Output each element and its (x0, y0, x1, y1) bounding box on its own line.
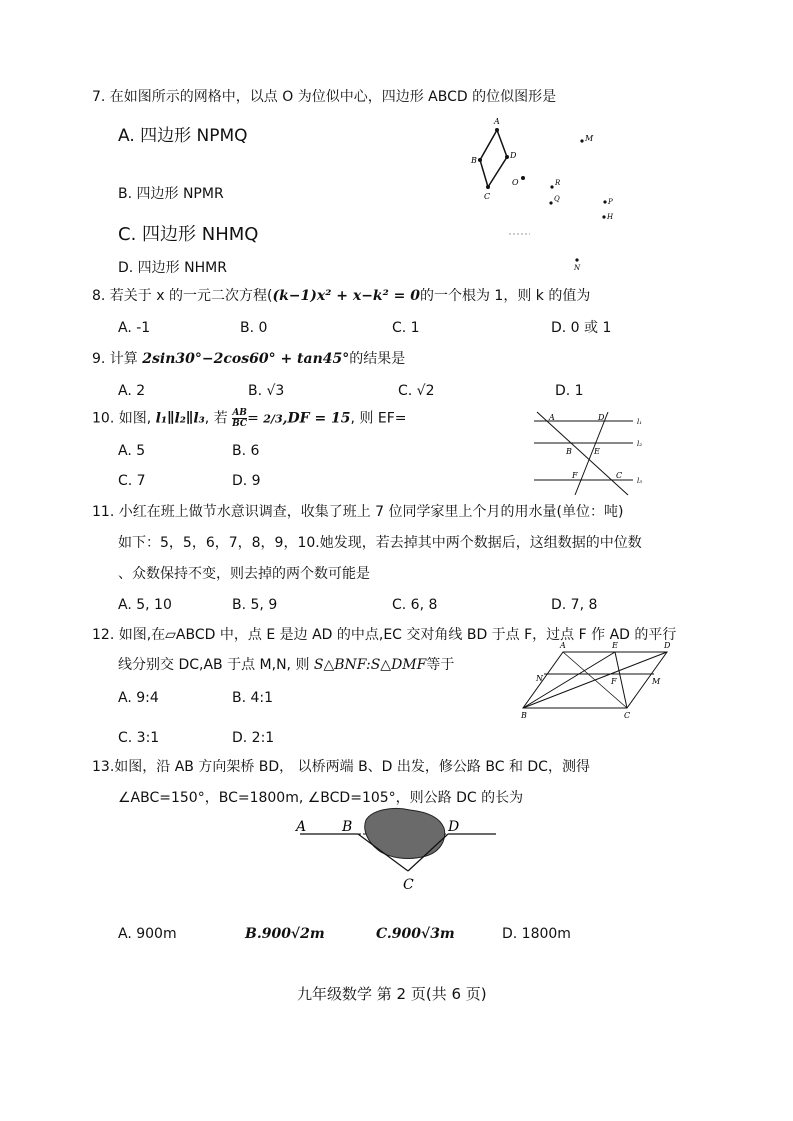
q9-option-b: B. √3 (248, 383, 285, 399)
q13-label-c: C (403, 877, 414, 893)
q10-frac-num: AB (232, 408, 247, 418)
q10-option-c: C. 7 (118, 473, 146, 489)
q10-df: ,DF = 15 (282, 410, 351, 427)
q10-option-a: A. 5 (118, 443, 146, 459)
q12-line2-b: 等于 (426, 657, 455, 673)
q8-option-b: B. 0 (240, 320, 268, 336)
q10-lines: l₁∥l₂∥l₃ (155, 410, 205, 427)
q9-expression: 2sin30°−2cos60° + tan45° (142, 351, 350, 367)
q10-stem-a: 10. 如图, (92, 410, 156, 427)
q7-label-n: N (574, 264, 581, 272)
q10-option-b: B. 6 (232, 443, 260, 459)
q8-option-a: A. -1 (118, 320, 151, 336)
q10-label-a: A (549, 413, 555, 422)
q10-label-d: D (598, 413, 605, 422)
q7-label-p: P (608, 198, 613, 206)
q12-option-a: A. 9:4 (118, 690, 159, 706)
q12-line1: 12. 如图,在▱ABCD 中，点 E 是边 AD 的中点,EC 交对角线 BD 于点 F，过点 F 作 AD 的平行 (92, 627, 677, 643)
q8-option-c: C. 1 (392, 320, 420, 336)
q7-label-d: D (510, 151, 517, 160)
q12-label-f: F (611, 677, 617, 686)
q7-label-c: C (484, 192, 491, 201)
q12-label-n: N (536, 674, 543, 683)
q11-line3: 、众数保持不变，则去掉的两个数可能是 (118, 566, 370, 582)
q10-option-d: D. 9 (232, 473, 261, 489)
q8-option-d: D. 0 或 1 (551, 320, 612, 336)
q10-label-l2: l₂ (637, 440, 643, 448)
q11-line2: 如下：5，5，6，7，8，9，10.她发现，若去掉其中两个数据后，这组数据的中位数 (118, 535, 642, 551)
page-footer: 九年级数学 第 2 页(共 6 页) (297, 985, 487, 1003)
q10-stem-b: , 若 (204, 410, 233, 427)
q13-option-c: C.900√3m (376, 926, 455, 942)
q13-line1: 13.如图，沿 AB 方向架桥 BD， 以桥两端 B、D 出发，修公路 BC 和 DC，测得 (92, 759, 590, 775)
q13-option-d: D. 1800m (502, 926, 571, 942)
q10-stem-f: , 则 EF= (350, 410, 407, 427)
q8-stem-b: 的一个根为 1，则 k 的值为 (419, 288, 591, 304)
q7-label-a: A (494, 117, 500, 126)
q12-option-b: B. 4:1 (232, 690, 274, 706)
q12-option-c: C. 3:1 (118, 730, 160, 746)
q7-label-b: B (471, 156, 477, 165)
q11-option-b: B. 5, 9 (232, 597, 278, 613)
q9-option-a: A. 2 (118, 383, 146, 399)
q7-option-c: C. 四边形 NHMQ (118, 224, 259, 245)
q12-label-m: M (652, 677, 661, 686)
q7-option-d: D. 四边形 NHMR (118, 260, 227, 276)
q11-option-a: A. 5, 10 (118, 597, 172, 613)
q11-option-d: D. 7, 8 (551, 597, 598, 613)
q13-label-a: A (296, 819, 307, 835)
q12-label-a: A (560, 641, 566, 650)
q12-label-d: D (664, 641, 671, 650)
q12-label-c: C (624, 711, 631, 720)
q8-equation: (k−1)x² + x−k² = 0 (272, 288, 420, 304)
q10-label-c: C (616, 471, 623, 480)
q10-frac-den: BC (232, 419, 248, 429)
q11-option-c: C. 6, 8 (392, 597, 438, 613)
q9-stem-a: 9. 计算 (92, 351, 143, 367)
q10-label-e: E (594, 447, 600, 456)
q8-stem-a: 8. 若关于 x 的一元二次方程( (92, 288, 273, 304)
q12-line2-a: 线分别交 DC,AB 于点 M,N, 则 (118, 657, 314, 673)
q10-label-f: F (572, 471, 578, 480)
q11-line1: 11. 小红在班上做节水意识调查，收集了班上 7 位同学家里上个月的用水量(单位：吨) (92, 504, 624, 520)
q13-line2: ∠ABC=150°，BC=1800m, ∠BCD=105°，则公路 DC 的长为 (118, 790, 524, 806)
q13-option-a: A. 900m (118, 926, 177, 942)
q12-option-d: D. 2:1 (232, 730, 275, 746)
q12-label-e: E (612, 641, 618, 650)
q12-area-ratio: S△BNF:S△DMF (313, 657, 427, 673)
q10-stem-c: = (247, 410, 264, 427)
q9-option-d: D. 1 (555, 383, 584, 399)
q7-option-a: A. 四边形 NPMQ (118, 126, 248, 146)
q13-label-d: D (448, 819, 460, 835)
q12-label-b: B (521, 711, 527, 720)
q7-label-h: H (607, 213, 614, 221)
q7-label-q: Q (554, 195, 560, 203)
q7-label-r: R (555, 179, 561, 187)
q7-stem: 7. 在如图所示的网格中，以点 O 为位似中心，四边形 ABCD 的位似图形是 (92, 89, 557, 105)
q7-option-b: B. 四边形 NPMR (118, 186, 224, 202)
q13-label-b: B (342, 819, 353, 835)
q7-label-o: O (512, 178, 519, 187)
q13-option-b: B.900√2m (245, 926, 325, 942)
q10-ratio: 2/3 (263, 412, 283, 426)
q9-stem-b: 的结果是 (349, 351, 406, 367)
q10-label-l3: l₃ (637, 477, 643, 485)
q9-option-c: C. √2 (398, 383, 435, 399)
q10-label-l1: l₁ (637, 418, 643, 426)
q7-label-m: M (585, 134, 594, 143)
q10-label-b: B (566, 447, 572, 456)
